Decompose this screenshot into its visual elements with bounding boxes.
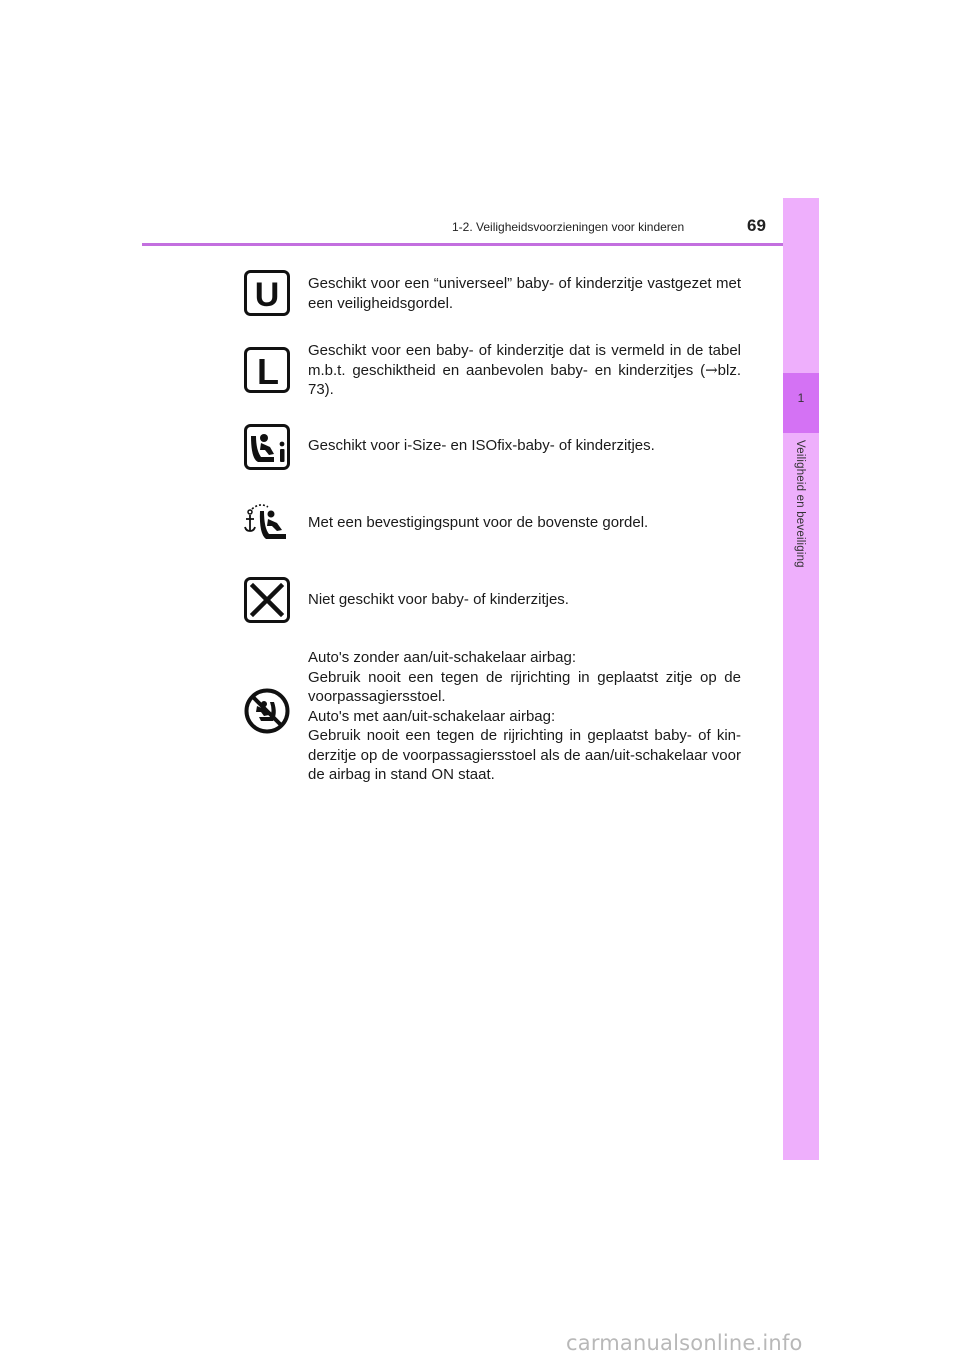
- chapter-number: 1: [797, 391, 805, 405]
- chapter-label: Veiligheid en beveiliging: [794, 440, 806, 568]
- entry-text-isize: Geschikt voor i-Size- en ISOfix-baby- of kinderzitjes.: [308, 437, 655, 454]
- entry-text-no-rear-facing: Auto's zonder aan/uit-schakelaar airbag: Gebruik nooit een tegen de rijrichting in geplaatst zitje op de voorpassagiersstoel. Auto's met aan/uit-schakelaar airbag: Gebruik nooit een tegen de rijrichting in geplaatst baby- of kin-derzitje op de voorpassagiersstoel als de aan/uit-schakelaar voor de airbag in stand ON staat.: [308, 649, 741, 783]
- not-suitable-x-icon: [244, 577, 290, 623]
- entry-text-top-tether: Met een bevestigingspunt voor de bovenste gordel.: [308, 514, 649, 531]
- chapter-side-tab[interactable]: [783, 198, 819, 1160]
- listed-letter: L: [257, 351, 279, 392]
- page-number: 69: [747, 216, 766, 235]
- entry-text-listed: Geschikt voor een baby- of kinderzitje dat is vermeld in de tabel m.b.t. geschiktheid en aanbevolen baby- en kinderzitjes (→blz. 73).: [308, 342, 741, 398]
- watermark: carmanualsonline.info: [566, 1331, 803, 1355]
- isize-isofix-seat-icon: [244, 424, 290, 470]
- entry-text-universal: Geschikt voor een “universeel” baby- of kinderzitje vastgezet met een veiligheidsgordel.: [308, 275, 741, 312]
- universal-seat-u-icon: [244, 270, 290, 316]
- page-reference-link[interactable]: blz. 73).: [308, 361, 741, 398]
- no-rear-facing-seat-icon: [244, 688, 290, 734]
- universal-letter: U: [254, 276, 280, 314]
- section-title: 1-2. Veiligheidsvoorzieningen voor kinderen: [452, 220, 685, 234]
- top-tether-anchor-icon: [244, 501, 290, 547]
- listed-seat-l-icon: [244, 347, 290, 393]
- page-ref-arrow-icon: →: [705, 360, 718, 379]
- header-divider: [142, 243, 819, 246]
- entry-text-not-suitable: Niet geschikt voor baby- of kinderzitjes.: [308, 591, 569, 608]
